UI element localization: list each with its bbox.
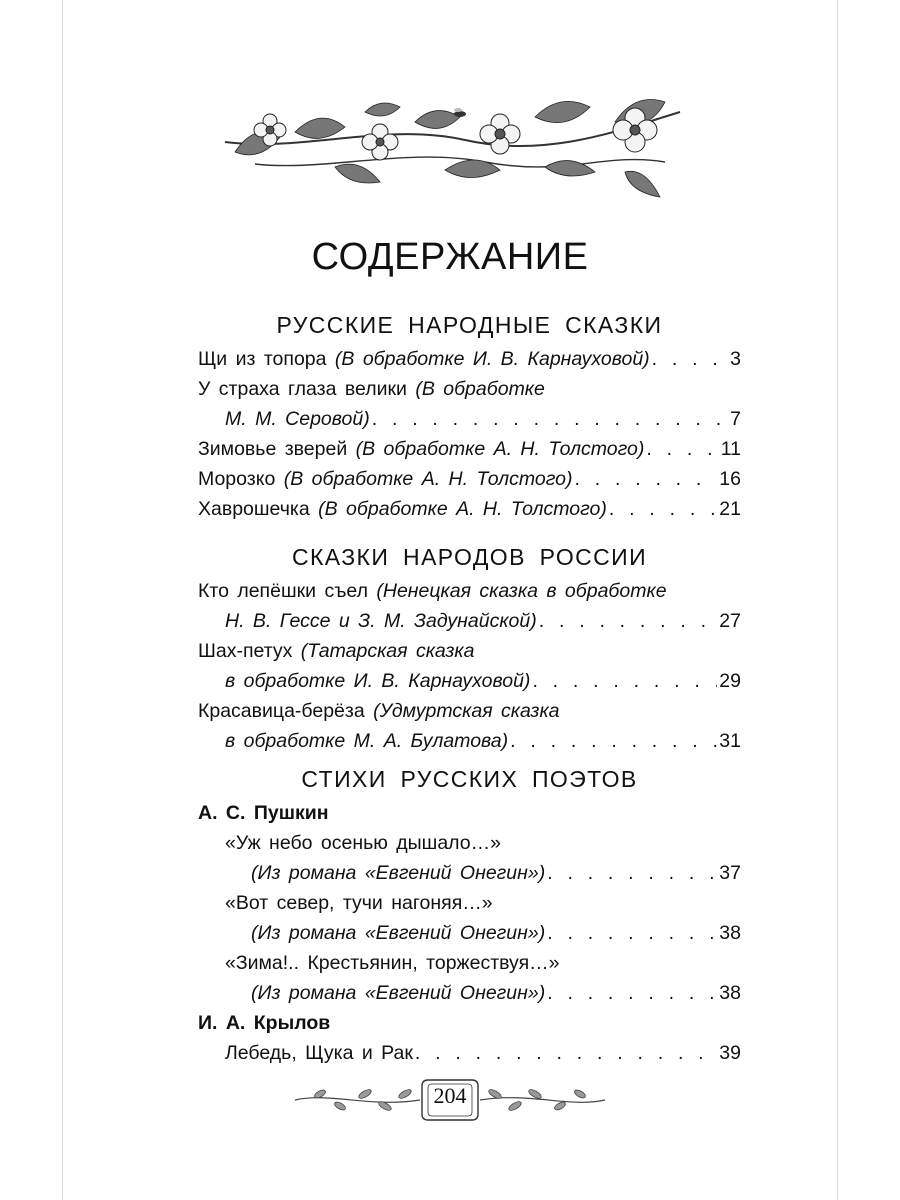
entry-note-cont: в обработке И. В. Карнауховой) [225, 670, 531, 692]
page-title: СОДЕРЖАНИЕ [311, 236, 589, 278]
leader-dots [547, 858, 717, 888]
leader-dots [510, 726, 717, 756]
entry-title: Хаврошечка [198, 498, 310, 520]
entry-title: Щи из топора [198, 348, 327, 370]
entry-note-cont: М. М. Серовой) [225, 408, 370, 430]
leader-dots [575, 464, 718, 494]
section-russian-folk-tales [198, 306, 741, 524]
entry-note: (Из романа «Евгений Онегин») [251, 922, 546, 944]
toc-entry-continuation[interactable] [198, 918, 741, 948]
section-heading: СТИХИ РУССКИХ ПОЭТОВ [301, 766, 638, 792]
page-ref: 16 [719, 468, 741, 490]
leader-dots [415, 1038, 717, 1068]
leader-dots [609, 494, 717, 524]
page-left-edge [62, 0, 63, 1200]
page-ref: 29 [719, 670, 741, 692]
page-ref: 31 [719, 730, 741, 752]
entry-title: У страха глаза велики [198, 378, 407, 400]
toc-entry-continuation[interactable] [198, 666, 741, 696]
entry-note: (Татарская сказка [300, 640, 475, 662]
page-ref: 27 [719, 610, 741, 632]
page-ref: 11 [720, 438, 741, 460]
section-heading: РУССКИЕ НАРОДНЫЕ СКАЗКИ [276, 312, 663, 338]
entry-note: (Ненецкая сказка в обработке [376, 580, 667, 602]
entry-note: (Удмуртская сказка [373, 700, 560, 722]
page-ref: 7 [730, 408, 741, 430]
entry-note: (В обработке А. Н. Толстого) [318, 498, 607, 520]
toc-entry-continuation[interactable] [198, 726, 741, 756]
section-heading: СКАЗКИ НАРОДОВ РОССИИ [291, 544, 648, 570]
entry-note: (В обработке А. Н. Толстого) [283, 468, 573, 490]
page-ref: 39 [719, 1042, 741, 1064]
leader-dots [372, 404, 728, 434]
toc-entry[interactable] [198, 434, 741, 464]
entry-note: (В обработке А. Н. Толстого) [355, 438, 645, 460]
entry-note-cont: в обработке М. А. Булатова) [225, 730, 509, 752]
entry-title: Красавица-берёза [198, 700, 365, 722]
leader-dots [547, 918, 717, 948]
toc-entry[interactable] [198, 828, 741, 858]
toc-entry-continuation[interactable] [198, 978, 741, 1008]
author-name: И. А. Крылов [198, 1012, 331, 1034]
entry-note: (В обработке И. В. Карнауховой) [334, 348, 650, 370]
entry-title: «Зима!.. Крестьянин, торжествуя…» [225, 952, 560, 974]
leader-dots [532, 666, 717, 696]
floral-garland-illustration [215, 92, 685, 208]
entry-note: (В обработке [415, 378, 545, 400]
author-name: А. С. Пушкин [198, 802, 329, 824]
toc-entry[interactable] [198, 696, 741, 726]
section-russian-poets [198, 760, 741, 1068]
entry-title: Морозко [198, 468, 276, 490]
page-ref: 37 [719, 862, 741, 884]
toc-entry-continuation[interactable] [198, 606, 741, 636]
leader-dots [539, 606, 718, 636]
entry-note-cont: Н. В. Гессе и З. М. Задунайской) [225, 610, 537, 632]
toc-entry[interactable] [198, 576, 741, 606]
section-tales-of-russia [198, 538, 741, 756]
entry-title: Кто лепёшки съел [198, 580, 368, 602]
toc-entry[interactable] [198, 888, 741, 918]
toc-entry[interactable] [198, 344, 741, 374]
toc-entry[interactable] [198, 1038, 741, 1068]
page-number: 204 [433, 1083, 467, 1108]
toc-entry[interactable] [198, 464, 741, 494]
entry-note: (Из романа «Евгений Онегин») [251, 982, 546, 1004]
page-ref: 38 [719, 982, 741, 1004]
toc-entry-continuation[interactable] [198, 858, 741, 888]
entry-title: Шах-петух [198, 640, 293, 662]
page-ref: 38 [719, 922, 741, 944]
toc-entry[interactable] [198, 636, 741, 666]
toc-entry-continuation[interactable] [198, 404, 741, 434]
toc-entry[interactable] [198, 494, 741, 524]
leader-dots [547, 978, 717, 1008]
toc-entry[interactable] [198, 948, 741, 978]
page-right-edge [837, 0, 838, 1200]
leader-dots [646, 434, 718, 464]
page-ref: 21 [719, 498, 741, 520]
page-ref: 3 [730, 348, 741, 370]
entry-title: «Уж небо осенью дышало…» [225, 832, 501, 854]
entry-title: Лебедь, Щука и Рак [225, 1042, 413, 1064]
entry-title: Зимовье зверей [198, 438, 348, 460]
entry-title: «Вот север, тучи нагоняя…» [225, 892, 493, 914]
leader-dots [652, 344, 728, 374]
toc-entry[interactable] [198, 374, 741, 404]
entry-note: (Из романа «Евгений Онегин») [251, 862, 546, 884]
